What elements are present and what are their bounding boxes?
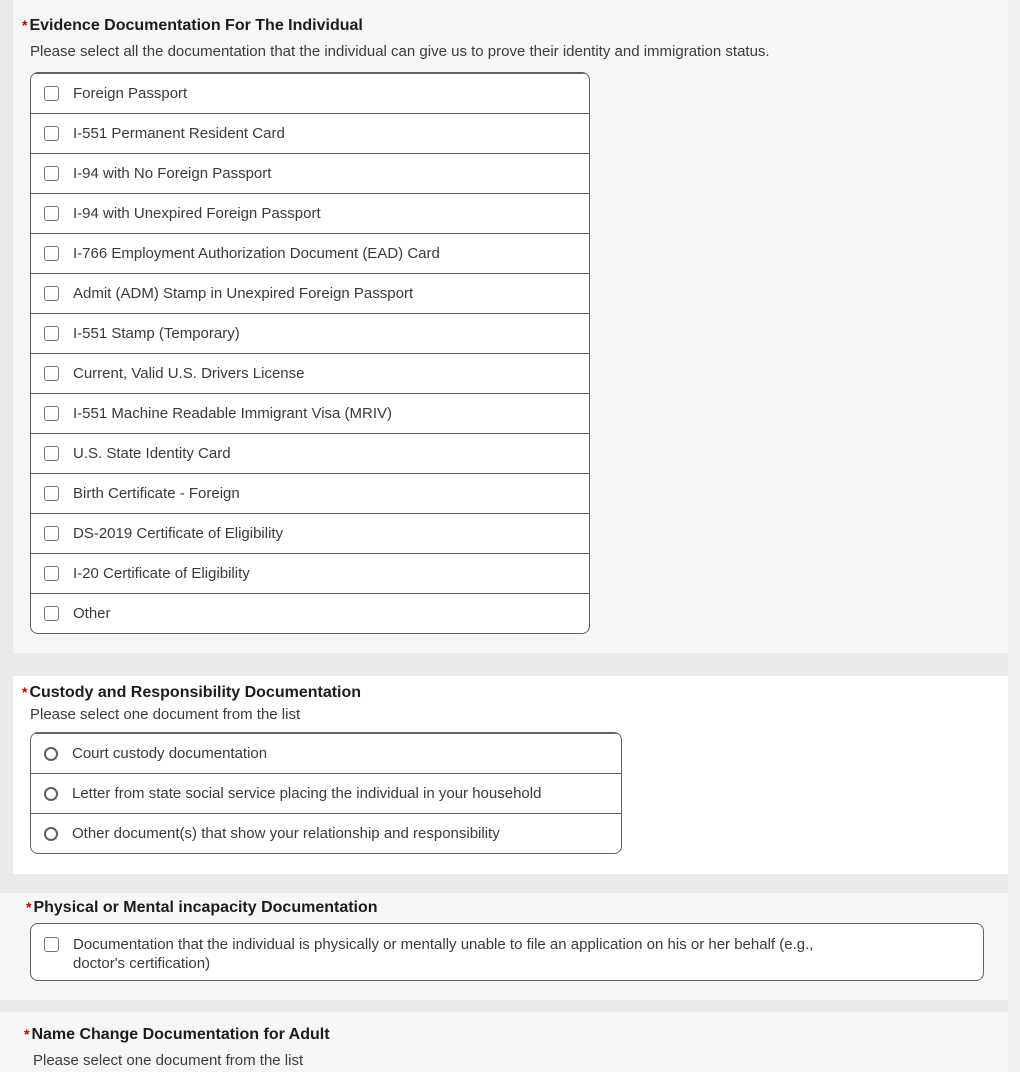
custody-option-row[interactable] [31,813,621,853]
right-gutter [1008,0,1020,1072]
section-incapacity-documentation [0,893,1008,1000]
evidence-option-row[interactable] [31,153,589,193]
section-name-change-documentation [0,1012,1008,1072]
evidence-option-row[interactable] [31,113,589,153]
option-label: Other [73,604,111,622]
option-label: Admit (ADM) Stamp in Unexpired Foreign Passport [73,284,414,302]
section-heading [0,893,1008,916]
checkbox[interactable] [44,286,59,301]
evidence-option-row[interactable] [31,553,589,593]
section-heading [0,1012,1008,1043]
checkbox[interactable] [44,206,59,221]
section-title-custody: Custody and Responsibility Documentation [29,684,362,701]
checkbox[interactable] [44,166,59,181]
checkbox[interactable] [44,326,59,341]
option-label: Court custody documentation [72,744,268,762]
option-label: I-551 Permanent Resident Card [73,124,285,142]
checkbox[interactable] [44,366,59,381]
section-title-incapacity: Physical or Mental incapacity Documentation [33,899,378,916]
option-label: I-551 Machine Readable Immigrant Visa (MRIV) [73,404,393,422]
radio-button[interactable] [44,787,58,801]
radio-button[interactable] [44,827,58,841]
option-label: Other document(s) that show your relationship and responsibility [72,824,500,842]
section-subtitle-custody: Please select one document from the list [30,706,301,723]
section-title-evidence: Evidence Documentation For The Individual [29,17,363,34]
evidence-option-row[interactable] [31,353,589,393]
evidence-option-row[interactable] [31,233,589,273]
section-heading [13,676,1008,701]
checkbox[interactable] [44,526,59,541]
section-custody-documentation [13,676,1008,874]
section-evidence-documentation [13,0,1008,653]
option-label: I-94 with Unexpired Foreign Passport [73,204,321,222]
incapacity-option-row[interactable] [30,923,984,981]
section-heading [13,0,1008,34]
checkbox[interactable] [44,606,59,621]
section-subtitle-evidence: Please select all the documentation that the individual can give us to prove their identity and immigration status. [30,43,770,60]
option-label: I-20 Certificate of Eligibility [73,564,250,582]
checkbox[interactable] [44,566,59,581]
option-label: DS-2019 Certificate of Eligibility [73,524,284,542]
section-subtitle-name-change: Please select one document from the list [33,1052,304,1069]
evidence-option-row[interactable] [31,513,589,553]
section-divider [0,874,1020,893]
checkbox[interactable] [44,446,59,461]
checkbox[interactable] [44,937,59,952]
evidence-option-row[interactable] [31,193,589,233]
section-divider [0,653,1020,676]
option-label: Birth Certificate - Foreign [73,484,240,502]
option-label: I-766 Employment Authorization Document (EAD) Card [73,244,440,262]
option-label: Foreign Passport [73,84,188,102]
option-label: I-94 with No Foreign Passport [73,164,272,182]
required-asterisk: * [24,1026,30,1042]
evidence-option-row[interactable] [31,313,589,353]
option-label: U.S. State Identity Card [73,444,231,462]
checkbox[interactable] [44,486,59,501]
custody-option-row[interactable] [31,733,621,773]
evidence-option-row[interactable] [31,473,589,513]
checkbox[interactable] [44,126,59,141]
checkbox[interactable] [44,406,59,421]
checkbox[interactable] [44,86,59,101]
option-label: Current, Valid U.S. Drivers License [73,364,305,382]
option-label: Letter from state social service placing the individual in your household [72,784,542,802]
checkbox[interactable] [44,246,59,261]
option-label-line2: doctor's certification) [73,955,211,972]
section-title-name-change: Name Change Documentation for Adult [31,1026,330,1043]
required-asterisk: * [22,684,28,700]
option-label [73,935,813,973]
evidence-option-row[interactable] [31,73,589,113]
required-asterisk: * [22,17,28,33]
evidence-option-row[interactable] [31,273,589,313]
evidence-checkbox-list [30,72,590,634]
evidence-option-row[interactable] [31,593,589,633]
option-label: I-551 Stamp (Temporary) [73,324,240,342]
radio-button[interactable] [44,747,58,761]
option-label-line1: Documentation that the individual is physically or mentally unable to file an application on his or her behalf (e.g., [73,936,814,953]
section-divider [0,1000,1020,1012]
custody-radio-list [30,732,622,854]
custody-option-row[interactable] [31,773,621,813]
evidence-option-row[interactable] [31,393,589,433]
evidence-option-row[interactable] [31,433,589,473]
required-asterisk: * [26,899,32,915]
